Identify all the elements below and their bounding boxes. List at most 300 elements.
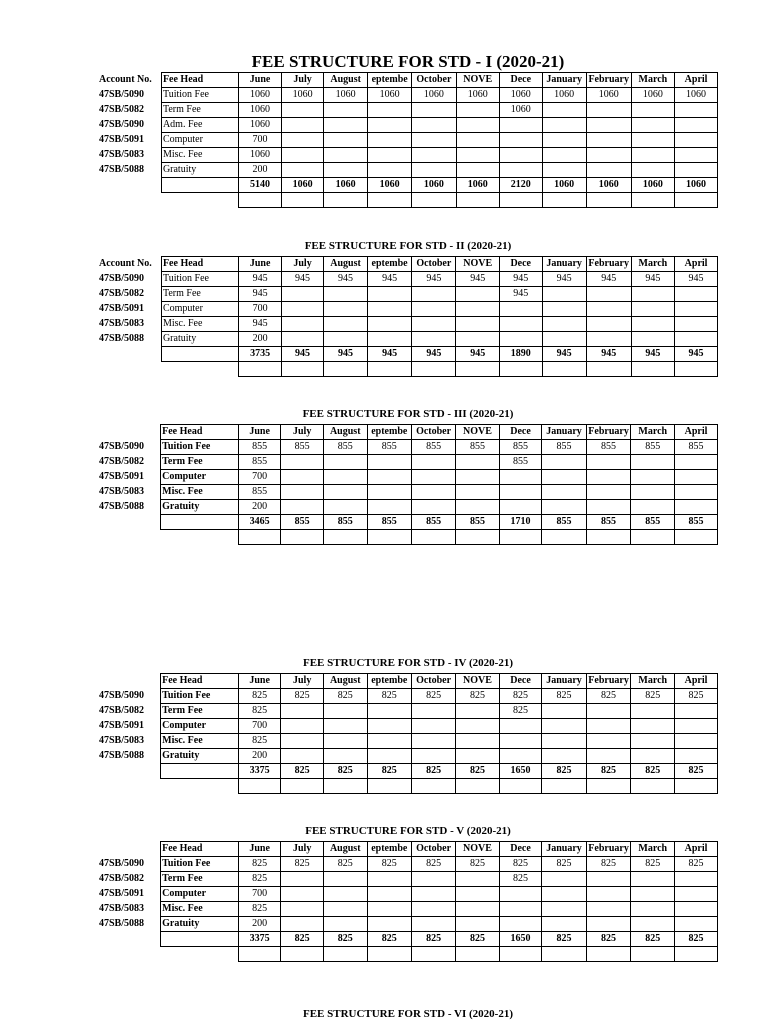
total-amount: 825: [542, 932, 586, 947]
fee-head: Gratuity: [161, 163, 238, 178]
fee-amount: 1060: [239, 148, 282, 163]
empty-cell: [281, 362, 323, 377]
fee-amount: 945: [631, 272, 674, 287]
fee-amount: [675, 317, 718, 332]
fee-amount: [499, 887, 542, 902]
account-no: 47SB/5083: [99, 486, 145, 497]
table-row: [98, 332, 718, 347]
fee-head-header: Fee Head: [161, 425, 239, 440]
blank-row: [98, 362, 718, 377]
fee-amount: [586, 749, 631, 764]
total-amount: 5140: [239, 178, 282, 193]
fee-amount: 945: [542, 272, 586, 287]
total-amount: 855: [675, 515, 718, 530]
month-header: August: [323, 425, 367, 440]
total-amount: 3375: [238, 932, 281, 947]
fee-amount: 825: [281, 857, 323, 872]
total-amount: 825: [631, 932, 675, 947]
fee-amount: 945: [239, 272, 282, 287]
table-header-row: [98, 842, 718, 857]
fee-amount: [499, 917, 542, 932]
empty-cell: [161, 362, 238, 377]
fee-amount: [675, 704, 718, 719]
total-amount: 945: [542, 347, 586, 362]
fee-head: Computer: [161, 302, 238, 317]
fee-amount: [456, 872, 500, 887]
fee-amount: [675, 500, 718, 515]
empty-cell: [411, 779, 455, 794]
fee-amount: [412, 302, 456, 317]
month-header: February: [586, 425, 631, 440]
fee-amount: [324, 317, 368, 332]
fee-head-header: Fee Head: [161, 73, 238, 88]
total-amount: 825: [631, 764, 675, 779]
fee-amount: [631, 719, 675, 734]
fee-head: Tuition Fee: [161, 857, 239, 872]
fee-amount: 825: [238, 704, 281, 719]
month-header: July: [281, 73, 323, 88]
table-row: [98, 749, 718, 764]
month-header: January: [542, 674, 586, 689]
empty-cell: [161, 932, 239, 947]
month-header: June: [239, 257, 282, 272]
fee-amount: [675, 902, 718, 917]
fee-amount: 855: [238, 440, 281, 455]
fee-head: Misc. Fee: [161, 317, 238, 332]
month-header: October: [411, 842, 455, 857]
fee-amount: [411, 887, 455, 902]
fee-amount: 1060: [500, 103, 543, 118]
fee-amount: [411, 470, 455, 485]
fee-head: Term Fee: [161, 455, 239, 470]
fee-amount: [542, 734, 586, 749]
fee-amount: [586, 704, 631, 719]
empty-cell: [411, 947, 455, 962]
fee-amount: [324, 332, 368, 347]
empty-cell: [586, 779, 631, 794]
total-amount: 855: [411, 515, 455, 530]
fee-amount: [324, 133, 368, 148]
empty-cell: [542, 193, 586, 208]
total-amount: 855: [542, 515, 586, 530]
section-title: FEE STRUCTURE FOR STD - IV (2020-21): [302, 657, 514, 669]
table-row: [98, 317, 718, 332]
fee-amount: [281, 470, 323, 485]
fee-amount: [542, 902, 586, 917]
empty-cell: [161, 178, 238, 193]
fee-amount: [456, 332, 500, 347]
fee-amount: [499, 485, 542, 500]
fee-amount: [631, 485, 675, 500]
table-row: [98, 857, 718, 872]
fee-amount: [456, 163, 500, 178]
fee-amount: 945: [675, 272, 718, 287]
fee-amount: [542, 287, 586, 302]
fee-amount: 1060: [631, 88, 674, 103]
fee-amount: [367, 749, 411, 764]
fee-amount: [631, 872, 675, 887]
month-header: June: [238, 674, 281, 689]
total-amount: 825: [456, 764, 500, 779]
fee-amount: [456, 317, 500, 332]
fee-amount: 825: [411, 857, 455, 872]
month-header: Dece: [499, 674, 542, 689]
fee-amount: [542, 470, 586, 485]
fee-amount: [323, 902, 367, 917]
fee-amount: [411, 500, 455, 515]
fee-head: Misc. Fee: [161, 485, 239, 500]
fee-amount: [586, 734, 631, 749]
total-amount: 855: [631, 515, 675, 530]
fee-amount: [631, 749, 675, 764]
empty-cell: [675, 362, 718, 377]
section-title: FEE STRUCTURE FOR STD - I (2020-21): [251, 52, 565, 71]
fee-amount: [586, 902, 631, 917]
empty-cell: [98, 764, 161, 779]
fee-amount: [631, 500, 675, 515]
total-amount: 2120: [500, 178, 543, 193]
account-no: 47SB/5088: [99, 501, 145, 512]
account-no: 47SB/5090: [99, 858, 145, 869]
table-row: [98, 734, 718, 749]
fee-amount: [367, 902, 411, 917]
fee-amount: 700: [239, 302, 282, 317]
total-amount: 1060: [456, 178, 500, 193]
fee-amount: [281, 287, 323, 302]
month-header: NOVE: [456, 674, 500, 689]
total-amount: 855: [456, 515, 500, 530]
empty-cell: [161, 347, 238, 362]
account-no: 47SB/5091: [99, 471, 145, 482]
fee-amount: [500, 118, 543, 133]
fee-amount: [542, 704, 586, 719]
month-header: March: [631, 842, 675, 857]
total-amount: 825: [367, 764, 411, 779]
fee-amount: 825: [411, 689, 455, 704]
fee-amount: [324, 103, 368, 118]
month-header: eptembe: [367, 425, 411, 440]
month-header: January: [542, 73, 586, 88]
total-amount: 945: [586, 347, 631, 362]
empty-cell: [98, 932, 161, 947]
fee-amount: [281, 749, 323, 764]
fee-amount: 825: [323, 689, 367, 704]
fee-amount: [367, 332, 411, 347]
fee-amount: 855: [411, 440, 455, 455]
month-header: July: [281, 257, 323, 272]
fee-amount: [499, 470, 542, 485]
total-amount: 825: [323, 932, 367, 947]
fee-amount: [281, 500, 323, 515]
empty-cell: [281, 947, 323, 962]
fee-amount: [411, 455, 455, 470]
fee-amount: [586, 163, 631, 178]
month-header: Dece: [499, 842, 542, 857]
fee-amount: [281, 902, 323, 917]
fee-amount: 825: [367, 689, 411, 704]
fee-amount: [542, 917, 586, 932]
account-no: 47SB/5091: [99, 888, 145, 899]
fee-amount: [367, 887, 411, 902]
table-header-row: [98, 674, 718, 689]
totals-row: [98, 932, 718, 947]
fee-amount: [499, 332, 542, 347]
total-amount: 855: [281, 515, 323, 530]
empty-cell: [542, 362, 586, 377]
empty-cell: [324, 193, 368, 208]
fee-amount: [456, 470, 500, 485]
fee-amount: [456, 887, 500, 902]
fee-amount: 945: [456, 272, 500, 287]
fee-amount: [675, 332, 718, 347]
fee-amount: [631, 734, 675, 749]
month-header: eptembe: [367, 257, 411, 272]
fee-amount: [368, 163, 412, 178]
fee-amount: [586, 485, 631, 500]
fee-amount: 825: [631, 857, 675, 872]
total-amount: 945: [367, 347, 411, 362]
account-no: 47SB/5090: [99, 89, 145, 100]
fee-amount: [500, 148, 543, 163]
fee-head: Term Fee: [161, 287, 238, 302]
empty-cell: [675, 947, 718, 962]
total-amount: 945: [281, 347, 323, 362]
fee-amount: [367, 719, 411, 734]
empty-cell: [499, 947, 542, 962]
empty-cell: [323, 530, 367, 545]
empty-cell: [281, 193, 323, 208]
total-amount: 945: [456, 347, 500, 362]
fee-amount: [323, 500, 367, 515]
account-no: 47SB/5082: [99, 288, 145, 299]
fee-amount: [323, 704, 367, 719]
total-amount: 825: [675, 932, 718, 947]
fee-amount: [324, 118, 368, 133]
account-no: 47SB/5091: [99, 134, 145, 145]
month-header: March: [631, 425, 675, 440]
fee-head-header: Fee Head: [161, 257, 238, 272]
fee-amount: [631, 103, 674, 118]
month-header: February: [586, 257, 631, 272]
fee-amount: [542, 317, 586, 332]
fee-amount: 855: [631, 440, 675, 455]
fee-amount: [456, 302, 500, 317]
fee-amount: 825: [499, 872, 542, 887]
table-row: [98, 689, 718, 704]
total-amount: 825: [323, 764, 367, 779]
fee-amount: [631, 133, 674, 148]
fee-amount: [281, 872, 323, 887]
fee-amount: 825: [542, 857, 586, 872]
total-amount: 1060: [675, 178, 718, 193]
fee-amount: [412, 133, 456, 148]
month-header: July: [281, 674, 323, 689]
total-amount: 3735: [239, 347, 282, 362]
empty-cell: [367, 530, 411, 545]
fee-amount: 825: [586, 857, 631, 872]
fee-amount: 825: [238, 902, 281, 917]
fee-amount: [631, 470, 675, 485]
empty-cell: [98, 779, 161, 794]
total-amount: 3375: [238, 764, 281, 779]
fee-amount: [675, 719, 718, 734]
empty-cell: [412, 193, 456, 208]
fee-amount: [675, 302, 718, 317]
account-no-header: Account No.: [99, 74, 152, 85]
fee-amount: 945: [499, 287, 542, 302]
fee-amount: 825: [238, 689, 281, 704]
fee-head: Gratuity: [161, 917, 239, 932]
table-row: [98, 500, 718, 515]
fee-amount: [367, 470, 411, 485]
fee-amount: [675, 455, 718, 470]
fee-amount: [542, 163, 586, 178]
empty-cell: [456, 947, 500, 962]
table-row: [98, 470, 718, 485]
empty-cell: [238, 530, 281, 545]
empty-cell: [367, 947, 411, 962]
fee-amount: [281, 719, 323, 734]
empty-cell: [98, 178, 161, 193]
month-header: October: [411, 425, 455, 440]
fee-amount: [631, 287, 674, 302]
month-header: August: [324, 73, 368, 88]
fee-amount: [586, 332, 631, 347]
total-amount: 825: [542, 764, 586, 779]
empty-cell: [499, 779, 542, 794]
fee-amount: [675, 287, 718, 302]
section-title: FEE STRUCTURE FOR STD - VI (2020-21): [302, 1008, 514, 1020]
month-header: January: [542, 425, 586, 440]
fee-amount: 1060: [675, 88, 718, 103]
month-header: January: [542, 257, 586, 272]
empty-cell: [411, 530, 455, 545]
fee-amount: [412, 287, 456, 302]
fee-amount: [631, 163, 674, 178]
fee-amount: 700: [238, 470, 281, 485]
table-row: [98, 163, 718, 178]
fee-amount: [367, 500, 411, 515]
fee-table: [98, 72, 718, 208]
fee-amount: [367, 734, 411, 749]
fee-amount: [586, 917, 631, 932]
empty-cell: [631, 193, 674, 208]
fee-amount: 855: [281, 440, 323, 455]
empty-cell: [586, 530, 631, 545]
empty-cell: [499, 362, 542, 377]
fee-amount: [367, 302, 411, 317]
fee-head: Tuition Fee: [161, 88, 238, 103]
month-header: October: [411, 674, 455, 689]
table-header-row: [98, 257, 718, 272]
empty-cell: [161, 193, 238, 208]
total-amount: 855: [323, 515, 367, 530]
fee-amount: [411, 749, 455, 764]
month-header: Dece: [499, 257, 542, 272]
fee-amount: [499, 902, 542, 917]
table-row: [98, 88, 718, 103]
account-no: 47SB/5083: [99, 735, 145, 746]
fee-amount: [631, 704, 675, 719]
fee-amount: [411, 719, 455, 734]
fee-head: Term Fee: [161, 103, 238, 118]
month-header: August: [324, 257, 368, 272]
fee-amount: 1060: [324, 88, 368, 103]
fee-head-header: Fee Head: [161, 842, 239, 857]
fee-amount: 1060: [542, 88, 586, 103]
fee-amount: [586, 148, 631, 163]
fee-amount: [500, 163, 543, 178]
account-no: 47SB/5090: [99, 119, 145, 130]
fee-head: Tuition Fee: [161, 272, 238, 287]
fee-amount: [542, 719, 586, 734]
table-row: [98, 917, 718, 932]
empty-cell: [456, 362, 500, 377]
empty-cell: [98, 947, 161, 962]
total-amount: 1060: [281, 178, 323, 193]
fee-table: [98, 424, 718, 545]
fee-amount: 945: [239, 287, 282, 302]
month-header: eptembe: [368, 73, 412, 88]
fee-amount: 700: [238, 719, 281, 734]
fee-amount: [411, 734, 455, 749]
totals-row: [98, 347, 718, 362]
fee-amount: [456, 485, 500, 500]
fee-head: Computer: [161, 133, 238, 148]
account-no: 47SB/5082: [99, 873, 145, 884]
fee-amount: [411, 485, 455, 500]
fee-amount: [368, 103, 412, 118]
fee-head: Tuition Fee: [161, 440, 239, 455]
fee-amount: [675, 103, 718, 118]
fee-amount: [542, 749, 586, 764]
month-header: April: [675, 842, 718, 857]
fee-amount: 855: [499, 440, 542, 455]
table-row: [98, 887, 718, 902]
fee-amount: [281, 734, 323, 749]
month-header: April: [675, 425, 718, 440]
table-header-row: [98, 73, 718, 88]
fee-amount: 855: [542, 440, 586, 455]
empty-cell: [675, 779, 718, 794]
fee-amount: [324, 148, 368, 163]
blank-row: [98, 779, 718, 794]
fee-amount: [456, 734, 500, 749]
account-no: 47SB/5088: [99, 333, 145, 344]
month-header: August: [323, 674, 367, 689]
fee-amount: 945: [499, 272, 542, 287]
month-header: August: [323, 842, 367, 857]
fee-amount: [631, 118, 674, 133]
fee-amount: 855: [499, 455, 542, 470]
account-no-header: [98, 674, 161, 689]
fee-amount: [456, 500, 500, 515]
empty-cell: [98, 530, 161, 545]
fee-amount: [631, 455, 675, 470]
fee-amount: [586, 118, 631, 133]
blank-row: [98, 947, 718, 962]
fee-amount: [456, 749, 500, 764]
fee-amount: 825: [675, 857, 718, 872]
month-header: July: [281, 425, 323, 440]
empty-cell: [367, 779, 411, 794]
fee-amount: [323, 734, 367, 749]
month-header: NOVE: [456, 73, 500, 88]
fee-amount: 945: [586, 272, 631, 287]
empty-cell: [161, 947, 239, 962]
fee-table: [98, 256, 718, 377]
empty-cell: [631, 530, 675, 545]
